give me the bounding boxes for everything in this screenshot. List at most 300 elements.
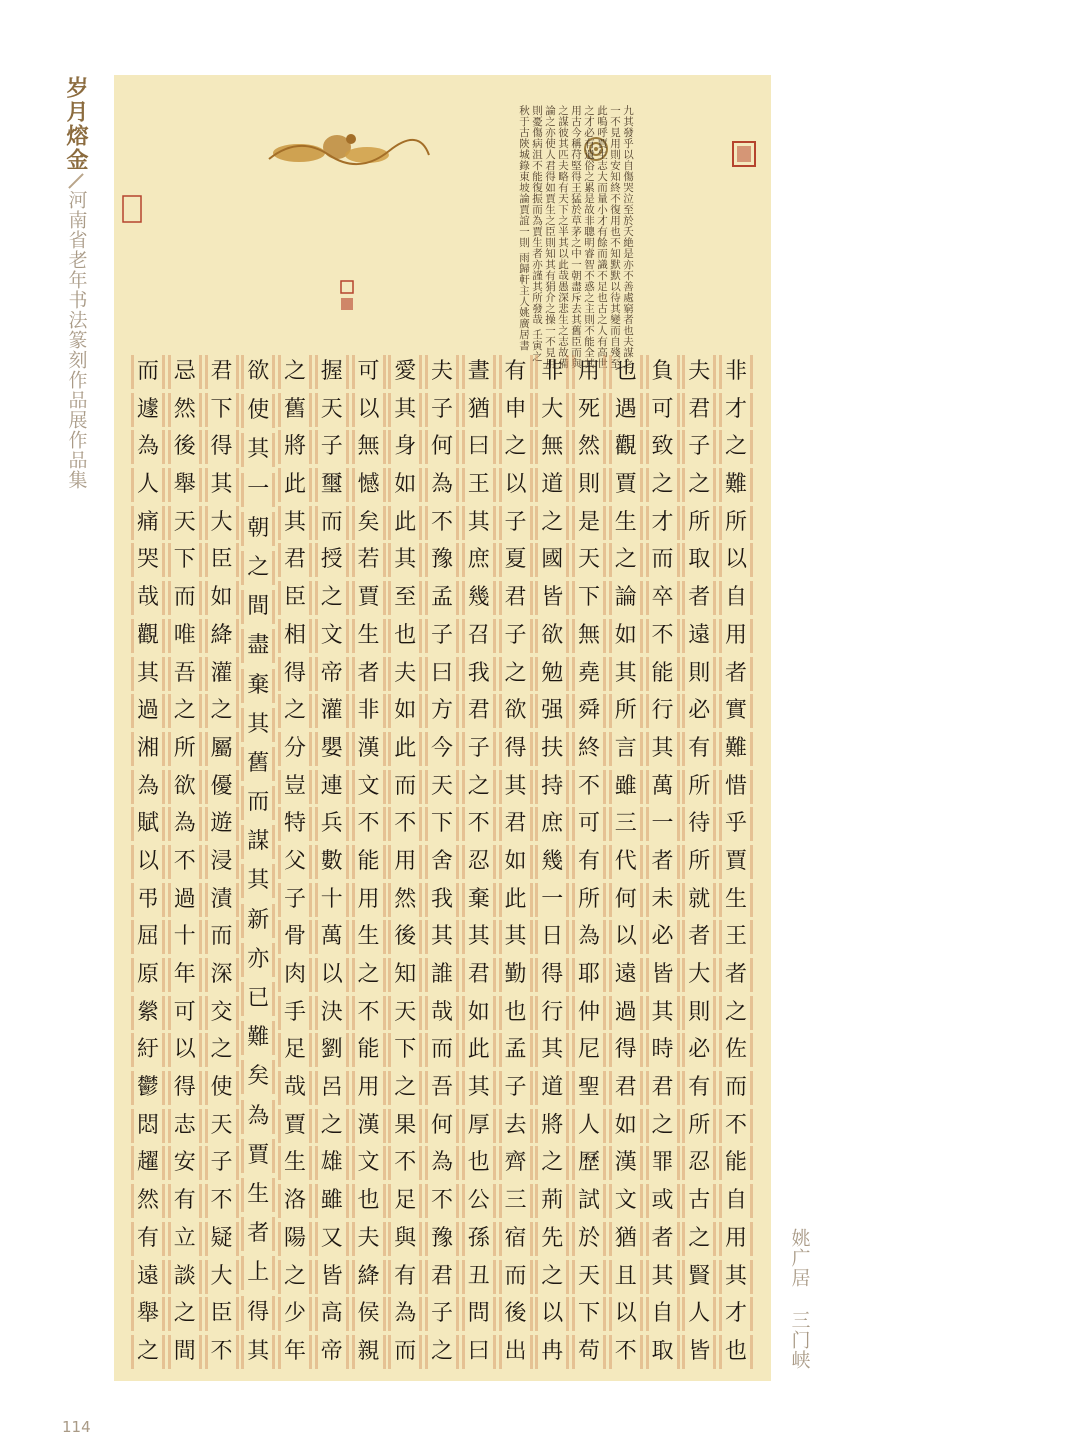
character-cell: 所 — [682, 845, 716, 879]
character-cell: 子 — [205, 1146, 239, 1180]
character-cell: 遽 — [131, 393, 165, 427]
character-cell: 屈 — [131, 920, 165, 954]
character-cell: 其 — [241, 708, 275, 742]
character-cell: 劉 — [315, 1033, 349, 1067]
character-cell: 原 — [131, 958, 165, 992]
character-cell: 何 — [609, 883, 643, 917]
character-cell: 人 — [572, 1109, 606, 1143]
character-cell: 謀 — [241, 825, 275, 859]
character-cell: 終 — [572, 732, 606, 766]
character-cell: 大 — [682, 958, 716, 992]
character-cell: 庶 — [535, 807, 569, 841]
character-cell: 臣 — [278, 581, 312, 615]
character-cell: 不 — [719, 1109, 753, 1143]
character-cell: 生 — [352, 920, 386, 954]
character-cell: 出 — [499, 1335, 533, 1369]
character-cell: 也 — [352, 1184, 386, 1218]
character-cell: 得 — [609, 1033, 643, 1067]
character-cell: 用 — [572, 355, 606, 389]
character-cell: 公 — [462, 1184, 496, 1218]
character-cell: 鬱 — [131, 1071, 165, 1105]
character-cell: 足 — [278, 1033, 312, 1067]
character-cell: 則 — [572, 468, 606, 502]
character-cell: 國 — [535, 543, 569, 577]
character-cell: 此 — [278, 468, 312, 502]
character-cell: 之 — [278, 1260, 312, 1294]
character-cell: 子 — [499, 619, 533, 653]
character-cell: 有 — [572, 845, 606, 879]
character-cell: 之 — [241, 551, 275, 585]
book-subtitle: 河南省老年书法篆刻作品展作品集 — [65, 190, 88, 490]
character-cell: 我 — [462, 657, 496, 691]
character-cell: 之 — [205, 1033, 239, 1067]
character-cell: 談 — [168, 1260, 202, 1294]
character-cell: 決 — [315, 996, 349, 1030]
character-cell: 璽 — [315, 468, 349, 502]
character-cell: 卒 — [646, 581, 680, 615]
character-cell: 安 — [168, 1146, 202, 1180]
character-cell: 苟 — [572, 1335, 606, 1369]
character-cell: 後 — [168, 430, 202, 464]
character-cell: 者 — [682, 920, 716, 954]
character-cell: 得 — [499, 732, 533, 766]
character-cell: 一 — [241, 473, 275, 507]
character-cell: 之 — [425, 1335, 459, 1369]
character-cell: 如 — [462, 996, 496, 1030]
character-cell: 可 — [352, 355, 386, 389]
character-cell: 舉 — [168, 468, 202, 502]
character-cell: 紆 — [131, 1033, 165, 1067]
character-cell: 人 — [682, 1297, 716, 1331]
character-cell: 為 — [168, 807, 202, 841]
character-cell: 其 — [646, 996, 680, 1030]
character-cell: 所 — [609, 694, 643, 728]
character-cell: 生 — [352, 619, 386, 653]
character-cell: 三 — [499, 1184, 533, 1218]
character-cell: 灌 — [315, 694, 349, 728]
character-cell: 可 — [168, 996, 202, 1030]
character-cell: 不 — [352, 996, 386, 1030]
character-cell: 舊 — [278, 393, 312, 427]
character-cell: 有 — [682, 732, 716, 766]
character-cell: 而 — [499, 1260, 533, 1294]
character-cell: 大 — [535, 393, 569, 427]
character-cell: 如 — [388, 694, 422, 728]
text-column — [388, 355, 422, 1369]
character-cell: 持 — [535, 770, 569, 804]
character-cell: 賈 — [719, 845, 753, 879]
character-cell: 舜 — [572, 694, 606, 728]
character-cell: 用 — [352, 1071, 386, 1105]
character-cell: 吾 — [168, 657, 202, 691]
character-cell: 以 — [315, 958, 349, 992]
character-cell: 如 — [609, 619, 643, 653]
character-cell: 道 — [535, 1071, 569, 1105]
leading-seal-icon — [122, 195, 142, 223]
character-cell: 將 — [535, 1109, 569, 1143]
character-cell: 疑 — [205, 1222, 239, 1256]
character-cell: 未 — [646, 883, 680, 917]
character-cell: 子 — [425, 1297, 459, 1331]
character-cell: 皆 — [315, 1260, 349, 1294]
character-cell: 其 — [719, 1260, 753, 1294]
text-column — [205, 355, 239, 1369]
character-cell: 又 — [315, 1222, 349, 1256]
character-cell: 取 — [682, 543, 716, 577]
character-cell: 所 — [719, 506, 753, 540]
character-cell: 之 — [535, 506, 569, 540]
character-cell: 難 — [241, 1021, 275, 1055]
character-cell: 下 — [572, 581, 606, 615]
character-cell: 君 — [609, 1071, 643, 1105]
character-cell: 朝 — [241, 512, 275, 546]
text-column — [646, 355, 680, 1369]
character-cell: 能 — [646, 657, 680, 691]
character-cell: 下 — [425, 807, 459, 841]
character-cell: 賈 — [352, 581, 386, 615]
character-cell: 不 — [388, 807, 422, 841]
character-cell: 以 — [609, 920, 643, 954]
character-cell: 君 — [425, 1260, 459, 1294]
character-cell: 試 — [572, 1184, 606, 1218]
character-cell: 有 — [131, 1222, 165, 1256]
character-cell: 丑 — [462, 1260, 496, 1294]
character-cell: 之 — [315, 581, 349, 615]
character-cell: 用 — [719, 1222, 753, 1256]
character-cell: 非 — [352, 694, 386, 728]
character-cell: 齊 — [499, 1146, 533, 1180]
character-cell: 君 — [682, 393, 716, 427]
character-cell: 遠 — [131, 1260, 165, 1294]
colophon-text: 九其發乎以自傷哭泣至於夭絶是亦不善處窮者也夫謀之一不見用則安知終不復用也不知默默以待其變而自殘至此嗚呼賈生志大而量小才有餘而識不足也古之人有高世之才必有遺俗之累是故非聰明睿智不惑之主則不能全其用古今稱苻堅得王猛於草茅之中一朝盡斥去其舊臣而與之謀彼其匹夫略有天下之半其以此哉愚深悲生之志故備論之亦使人君得如賈生之臣則知其有狷介之操一不見用則憂傷病沮不能復振而為賈生者亦謹其所發哉 壬寅之秋于古陝城錄東坡論賈誼一則 雨歸軒主人姚廣居書 — [518, 105, 634, 369]
character-cell: 為 — [572, 920, 606, 954]
character-cell: 行 — [646, 694, 680, 728]
character-cell: 必 — [682, 1033, 716, 1067]
character-cell: 所 — [682, 506, 716, 540]
character-cell: 者 — [719, 657, 753, 691]
character-cell: 屬 — [205, 732, 239, 766]
character-cell: 能 — [719, 1146, 753, 1180]
text-column — [682, 355, 716, 1369]
character-cell: 而 — [388, 1335, 422, 1369]
character-cell: 我 — [425, 883, 459, 917]
character-cell: 年 — [168, 958, 202, 992]
character-cell: 君 — [499, 581, 533, 615]
character-cell: 之 — [168, 1297, 202, 1331]
character-cell: 灌 — [205, 657, 239, 691]
character-cell: 立 — [168, 1222, 202, 1256]
character-cell: 有 — [682, 1071, 716, 1105]
character-cell: 握 — [315, 355, 349, 389]
character-cell: 陽 — [278, 1222, 312, 1256]
character-cell: 之 — [352, 958, 386, 992]
character-cell: 文 — [315, 619, 349, 653]
character-cell: 厚 — [462, 1109, 496, 1143]
character-cell: 文 — [609, 1184, 643, 1218]
character-cell: 之 — [131, 1335, 165, 1369]
character-cell: 如 — [609, 1109, 643, 1143]
character-cell: 夫 — [388, 657, 422, 691]
character-cell: 曰 — [462, 430, 496, 464]
character-cell: 之 — [278, 355, 312, 389]
character-cell: 其 — [535, 1033, 569, 1067]
character-cell: 唯 — [168, 619, 202, 653]
character-cell: 君 — [205, 355, 239, 389]
character-cell: 仲 — [572, 996, 606, 1030]
character-cell: 也 — [609, 355, 643, 389]
character-cell: 所 — [682, 770, 716, 804]
character-cell: 賈 — [609, 468, 643, 502]
character-cell: 一 — [535, 883, 569, 917]
character-cell: 才 — [719, 1297, 753, 1331]
character-cell: 如 — [205, 581, 239, 615]
character-cell: 一 — [646, 807, 680, 841]
character-cell: 之 — [719, 996, 753, 1030]
character-cell: 子 — [315, 430, 349, 464]
text-column — [535, 355, 569, 1369]
character-cell: 漢 — [352, 732, 386, 766]
character-cell: 不 — [425, 1184, 459, 1218]
page-number: 114 — [62, 1418, 91, 1436]
character-cell: 分 — [278, 732, 312, 766]
character-cell: 哉 — [278, 1071, 312, 1105]
character-cell: 欲 — [535, 619, 569, 653]
character-cell: 待 — [682, 807, 716, 841]
character-cell: 為 — [131, 430, 165, 464]
character-cell: 賈 — [278, 1109, 312, 1143]
character-cell: 萬 — [315, 920, 349, 954]
character-cell: 然 — [168, 393, 202, 427]
character-cell: 無 — [535, 430, 569, 464]
character-cell: 皆 — [535, 581, 569, 615]
character-cell: 子 — [425, 393, 459, 427]
character-cell: 絳 — [352, 1260, 386, 1294]
character-cell: 就 — [682, 883, 716, 917]
character-cell: 論 — [609, 581, 643, 615]
character-cell: 十 — [315, 883, 349, 917]
character-cell: 幾 — [462, 581, 496, 615]
character-cell: 洛 — [278, 1184, 312, 1218]
character-cell: 知 — [388, 958, 422, 992]
character-cell: 不 — [205, 1335, 239, 1369]
character-cell: 親 — [352, 1335, 386, 1369]
character-cell: 行 — [535, 996, 569, 1030]
text-column — [241, 355, 275, 1369]
character-cell: 之 — [719, 430, 753, 464]
character-cell: 大 — [205, 1260, 239, 1294]
character-cell: 有 — [499, 355, 533, 389]
character-cell: 者 — [682, 581, 716, 615]
character-cell: 代 — [609, 845, 643, 879]
character-cell: 此 — [388, 506, 422, 540]
character-cell: 天 — [315, 393, 349, 427]
character-cell: 宿 — [499, 1222, 533, 1256]
text-column — [315, 355, 349, 1369]
character-cell: 也 — [388, 619, 422, 653]
character-cell: 得 — [535, 958, 569, 992]
character-cell: 之 — [278, 694, 312, 728]
character-cell: 上 — [241, 1256, 275, 1290]
character-cell: 天 — [572, 1260, 606, 1294]
character-cell: 賈 — [241, 1139, 275, 1173]
character-cell: 不 — [572, 770, 606, 804]
character-cell: 棄 — [241, 669, 275, 703]
character-cell: 不 — [352, 807, 386, 841]
character-cell: 才 — [719, 393, 753, 427]
character-cell: 夫 — [425, 355, 459, 389]
character-cell: 之 — [205, 694, 239, 728]
character-cell: 連 — [315, 770, 349, 804]
character-cell: 以 — [719, 543, 753, 577]
character-cell: 之 — [168, 694, 202, 728]
character-cell: 其 — [462, 506, 496, 540]
character-cell: 天 — [425, 770, 459, 804]
title-divider — [68, 173, 84, 189]
character-cell: 為 — [241, 1100, 275, 1134]
character-cell: 子 — [462, 732, 496, 766]
character-cell: 實 — [719, 694, 753, 728]
character-cell: 新 — [241, 904, 275, 938]
character-cell: 欲 — [168, 770, 202, 804]
character-cell: 時 — [646, 1033, 680, 1067]
character-cell: 耶 — [572, 958, 606, 992]
character-cell: 自 — [719, 581, 753, 615]
character-cell: 骨 — [278, 920, 312, 954]
character-cell: 曰 — [425, 657, 459, 691]
character-cell: 致 — [646, 430, 680, 464]
character-cell: 君 — [646, 1071, 680, 1105]
character-cell: 自 — [646, 1297, 680, 1331]
character-cell: 君 — [278, 543, 312, 577]
character-cell: 無 — [572, 619, 606, 653]
text-column — [352, 355, 386, 1369]
character-cell: 者 — [646, 845, 680, 879]
character-cell: 豫 — [425, 1222, 459, 1256]
character-cell: 絳 — [205, 619, 239, 653]
character-cell: 以 — [535, 1297, 569, 1331]
character-cell: 下 — [388, 1033, 422, 1067]
character-cell: 其 — [388, 543, 422, 577]
character-cell: 為 — [131, 770, 165, 804]
character-cell: 生 — [719, 883, 753, 917]
character-cell: 孟 — [499, 1033, 533, 1067]
character-cell: 帝 — [315, 1335, 349, 1369]
character-cell: 其 — [241, 433, 275, 467]
character-cell: 欲 — [241, 355, 275, 389]
character-cell: 之 — [646, 1109, 680, 1143]
character-cell: 痛 — [131, 506, 165, 540]
character-cell: 浸 — [205, 845, 239, 879]
character-cell: 舉 — [131, 1297, 165, 1331]
character-cell: 忍 — [462, 845, 496, 879]
character-cell: 子 — [682, 430, 716, 464]
character-cell: 舊 — [241, 747, 275, 781]
character-cell: 賢 — [682, 1260, 716, 1294]
text-column — [131, 355, 165, 1369]
character-cell: 文 — [352, 1146, 386, 1180]
character-cell: 取 — [646, 1335, 680, 1369]
character-cell: 得 — [278, 657, 312, 691]
character-cell: 之 — [682, 1222, 716, 1256]
character-cell: 肉 — [278, 958, 312, 992]
character-cell: 何 — [425, 430, 459, 464]
text-column — [278, 355, 312, 1369]
character-cell: 果 — [388, 1109, 422, 1143]
character-cell: 愛 — [388, 355, 422, 389]
character-cell: 其 — [646, 1260, 680, 1294]
character-cell: 遊 — [205, 807, 239, 841]
character-grid — [131, 355, 753, 1369]
character-cell: 得 — [241, 1296, 275, 1330]
character-cell: 人 — [131, 468, 165, 502]
character-cell: 君 — [462, 958, 496, 992]
character-cell: 晝 — [462, 355, 496, 389]
text-column — [499, 355, 533, 1369]
character-cell: 今 — [425, 732, 459, 766]
character-cell: 棄 — [462, 883, 496, 917]
character-cell: 勤 — [499, 958, 533, 992]
character-cell: 而 — [646, 543, 680, 577]
character-cell: 遇 — [609, 393, 643, 427]
character-cell: 其 — [425, 920, 459, 954]
character-cell: 古 — [682, 1184, 716, 1218]
character-cell: 以 — [168, 1033, 202, 1067]
character-cell: 三 — [609, 807, 643, 841]
character-cell: 君 — [499, 807, 533, 841]
character-cell: 之 — [535, 1146, 569, 1180]
character-cell: 扶 — [535, 732, 569, 766]
character-cell: 高 — [315, 1297, 349, 1331]
character-cell: 萬 — [646, 770, 680, 804]
character-cell: 使 — [241, 394, 275, 428]
character-cell: 不 — [205, 1184, 239, 1218]
character-cell: 之 — [462, 770, 496, 804]
character-cell: 猶 — [462, 393, 496, 427]
character-cell: 豫 — [425, 543, 459, 577]
character-cell: 雄 — [315, 1146, 349, 1180]
character-cell: 遠 — [682, 619, 716, 653]
book-brand: 岁月熔金 — [63, 76, 89, 172]
character-cell: 則 — [682, 657, 716, 691]
character-cell: 然 — [131, 1184, 165, 1218]
character-cell: 用 — [719, 619, 753, 653]
character-cell: 乎 — [719, 807, 753, 841]
character-cell: 之 — [315, 1109, 349, 1143]
character-cell: 自 — [719, 1184, 753, 1218]
character-cell: 誰 — [425, 958, 459, 992]
character-cell: 難 — [719, 468, 753, 502]
character-cell: 是 — [572, 506, 606, 540]
character-cell: 惜 — [719, 770, 753, 804]
character-cell: 如 — [388, 468, 422, 502]
character-cell: 之 — [499, 430, 533, 464]
character-cell: 可 — [572, 807, 606, 841]
character-cell: 能 — [352, 845, 386, 879]
character-cell: 其 — [499, 770, 533, 804]
character-cell: 如 — [499, 845, 533, 879]
character-cell: 悶 — [131, 1109, 165, 1143]
character-cell: 少 — [278, 1297, 312, 1331]
character-cell: 其 — [609, 657, 643, 691]
character-cell: 其 — [205, 468, 239, 502]
character-cell: 相 — [278, 619, 312, 653]
character-cell: 數 — [315, 845, 349, 879]
character-cell: 臣 — [205, 543, 239, 577]
character-cell: 堯 — [572, 657, 606, 691]
character-cell: 下 — [205, 393, 239, 427]
character-cell: 而 — [425, 1033, 459, 1067]
character-cell: 得 — [168, 1071, 202, 1105]
